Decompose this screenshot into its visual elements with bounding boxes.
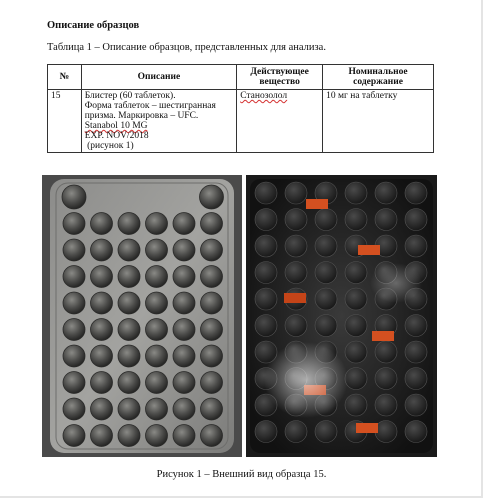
samples-table — [47, 64, 434, 153]
pill — [63, 213, 85, 235]
foil-cup — [375, 421, 397, 443]
pill — [91, 425, 113, 447]
pill — [173, 372, 195, 394]
foil-cup — [375, 394, 397, 416]
table-header-row — [48, 65, 434, 90]
pill — [91, 398, 113, 420]
foil-cup — [315, 235, 337, 257]
pill — [146, 372, 168, 394]
pill — [63, 239, 85, 261]
header-number: № — [48, 65, 82, 90]
pill — [91, 292, 113, 314]
pill — [63, 345, 85, 367]
pill — [63, 425, 85, 447]
pill — [91, 345, 113, 367]
pill — [173, 292, 195, 314]
foil-cup — [315, 421, 337, 443]
pill — [201, 425, 223, 447]
blister-front-photo — [42, 175, 242, 457]
description-line: Блистер (60 таблеток). — [84, 91, 176, 101]
foil-cup — [285, 262, 307, 284]
pill — [146, 425, 168, 447]
foil-cup — [375, 182, 397, 204]
foil-cup — [345, 315, 367, 337]
pill — [173, 398, 195, 420]
substance-text: Станозолол — [240, 91, 288, 101]
foil-cup — [285, 421, 307, 443]
pill — [118, 292, 140, 314]
cell-description — [81, 90, 236, 153]
foil-cup — [255, 262, 277, 284]
cell-content: 10 мг на таблетку — [323, 90, 434, 153]
pill — [91, 372, 113, 394]
description-line: призма. Маркировка – UFC. — [84, 111, 199, 121]
pill — [63, 398, 85, 420]
pill — [201, 213, 223, 235]
pill — [118, 372, 140, 394]
pill — [63, 319, 85, 341]
foil-cup — [285, 235, 307, 257]
pill — [63, 266, 85, 288]
foil-cup — [405, 209, 427, 231]
description-line: (рисунок 1) — [84, 141, 134, 151]
foil-cup — [345, 182, 367, 204]
table-row — [48, 90, 434, 153]
foil-cup — [375, 341, 397, 363]
table-caption: Таблица 1 – Описание образцов, представленных для анализа. — [47, 42, 326, 53]
pill — [62, 185, 86, 209]
foil-cup — [255, 209, 277, 231]
foil-cup — [375, 368, 397, 390]
foil-cup — [405, 394, 427, 416]
pill — [201, 398, 223, 420]
cell-number: 15 — [48, 90, 82, 153]
pill — [63, 372, 85, 394]
figure-caption: Рисунок 1 – Внешний вид образца 15. — [156, 469, 327, 480]
foil-cup — [255, 235, 277, 257]
foil-cup — [405, 341, 427, 363]
foil-cup — [405, 315, 427, 337]
pill — [173, 213, 195, 235]
pill — [173, 319, 195, 341]
pill — [118, 239, 140, 261]
foil-cup — [285, 182, 307, 204]
pill — [200, 185, 224, 209]
pill — [63, 292, 85, 314]
description-line: EXP. NOV/2018 — [84, 131, 149, 141]
cell-substance — [237, 90, 323, 153]
foil-cup — [255, 421, 277, 443]
pill — [91, 213, 113, 235]
light-glare — [264, 342, 348, 418]
pill — [91, 319, 113, 341]
pill — [173, 425, 195, 447]
foil-cup — [345, 368, 367, 390]
pill — [118, 425, 140, 447]
description-line: Stanabol 10 MG — [84, 121, 148, 131]
pill — [118, 345, 140, 367]
foil-cup — [255, 288, 277, 310]
pill — [146, 266, 168, 288]
header-description: Описание — [81, 65, 236, 90]
pill — [146, 292, 168, 314]
pill — [146, 239, 168, 261]
pill — [146, 213, 168, 235]
foil-cup — [345, 209, 367, 231]
pill — [118, 266, 140, 288]
foil-cup — [315, 315, 337, 337]
pill — [146, 398, 168, 420]
pill — [201, 345, 223, 367]
pill — [173, 266, 195, 288]
pill — [118, 398, 140, 420]
pill — [118, 319, 140, 341]
foil-cup — [345, 341, 367, 363]
foil-cup — [315, 209, 337, 231]
pill — [173, 239, 195, 261]
foil-cup — [345, 288, 367, 310]
foil-cup — [285, 315, 307, 337]
header-substance: Действующее вещество — [237, 65, 323, 90]
pill — [91, 239, 113, 261]
pill — [146, 319, 168, 341]
foil-cup — [375, 209, 397, 231]
foil-cup — [405, 368, 427, 390]
foil-cup — [315, 262, 337, 284]
foil-cup — [255, 182, 277, 204]
pill — [173, 345, 195, 367]
foil-cup — [405, 235, 427, 257]
foil-cup — [405, 421, 427, 443]
pill — [201, 292, 223, 314]
pill — [201, 266, 223, 288]
pill — [118, 213, 140, 235]
description-line: Форма таблеток – шестигранная — [84, 101, 216, 111]
pill — [201, 239, 223, 261]
section-title: Описание образцов — [47, 20, 140, 31]
foil-cup — [255, 315, 277, 337]
foil-cup — [345, 394, 367, 416]
pill — [91, 266, 113, 288]
pill — [146, 345, 168, 367]
foil-cup — [285, 209, 307, 231]
pill — [201, 372, 223, 394]
foil-cup — [315, 288, 337, 310]
foil-cup — [405, 182, 427, 204]
foil-cup — [345, 262, 367, 284]
blister-back-photo — [246, 175, 437, 457]
pill — [201, 319, 223, 341]
header-content: Номинальное содержание — [323, 65, 434, 90]
